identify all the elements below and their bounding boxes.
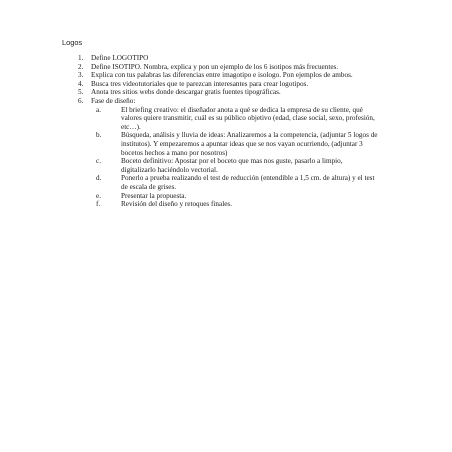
list-item (78, 80, 378, 89)
list-item (78, 71, 378, 80)
task-list (78, 54, 378, 209)
item-number: 1. (78, 54, 84, 62)
list-item (78, 88, 378, 97)
item-number: 2. (78, 62, 84, 71)
item-number: 6. (78, 96, 84, 105)
item-number: 3. (78, 71, 84, 80)
document-title: Logos (62, 38, 83, 47)
item-number: 4. (78, 79, 84, 88)
item-text: Busca tres videotutoriales que te parezcan interesantes para crear logotipos. (91, 79, 309, 88)
sub-item-letter: d. (96, 174, 102, 183)
sub-item-letter: b. (96, 131, 102, 140)
item-text: Fase de diseño: (91, 96, 136, 105)
sub-item-text: Boceto definitivo: Apostar por el boceto que mas nos guste, pasarlo a limpio, digitalizarlo haciéndolo vectorial. (121, 157, 343, 174)
sub-list-item (96, 157, 378, 174)
sub-item-letter: f. (96, 200, 101, 209)
sub-list-item (96, 174, 378, 191)
sub-list-item (96, 192, 378, 201)
sub-list-item (96, 106, 378, 132)
item-number: 5. (78, 88, 84, 97)
sub-item-text: Ponerlo a prueba realizando el test de reducción (entendible a 1,5 cm. de altura) y el test de escala de grises. (121, 174, 375, 191)
sub-list-item (96, 200, 378, 209)
sub-item-text: Búsqueda, análisis y lluvia de ideas: Analizaremos a la competencia, (adjuntar 5 logos de institutos). Y empezaremos a apuntar ideas que se nos vayan ocurriendo, (adjuntar 3 bocetos hechos a mano por nosotros) (121, 131, 378, 157)
list-item (78, 54, 378, 63)
item-text: Anota tres sitios webs donde descargar gratis fuentes tipográficas. (91, 88, 281, 97)
sub-item-letter: a. (96, 105, 101, 114)
list-item (78, 63, 378, 72)
item-text: Explica con tus palabras las diferencias entre imagotipo e isologo. Pon ejemplos de ambos. (91, 71, 353, 80)
design-phase-list (91, 106, 378, 209)
list-item (78, 97, 378, 209)
sub-list-item (96, 131, 378, 157)
sub-item-text: El briefing creativo: el diseñador anota a qué se dedica la empresa de su cliente, qué valores quiere transmitir, cuál es su público objetivo (edad, clase social, sexo, profesión, etc…). (121, 105, 375, 131)
sub-item-letter: e. (96, 191, 101, 200)
item-text: Define ISOTIPO. Nombra, explica y pon un ejemplo de los 6 isotipos más frecuentes. (91, 62, 339, 71)
sub-item-text: Presentar la propuesta. (121, 191, 187, 200)
sub-item-letter: c. (96, 157, 101, 166)
sub-item-text: Revisión del diseño y retoques finales. (121, 200, 232, 209)
item-text: Define LOGOTIPO (91, 54, 149, 62)
